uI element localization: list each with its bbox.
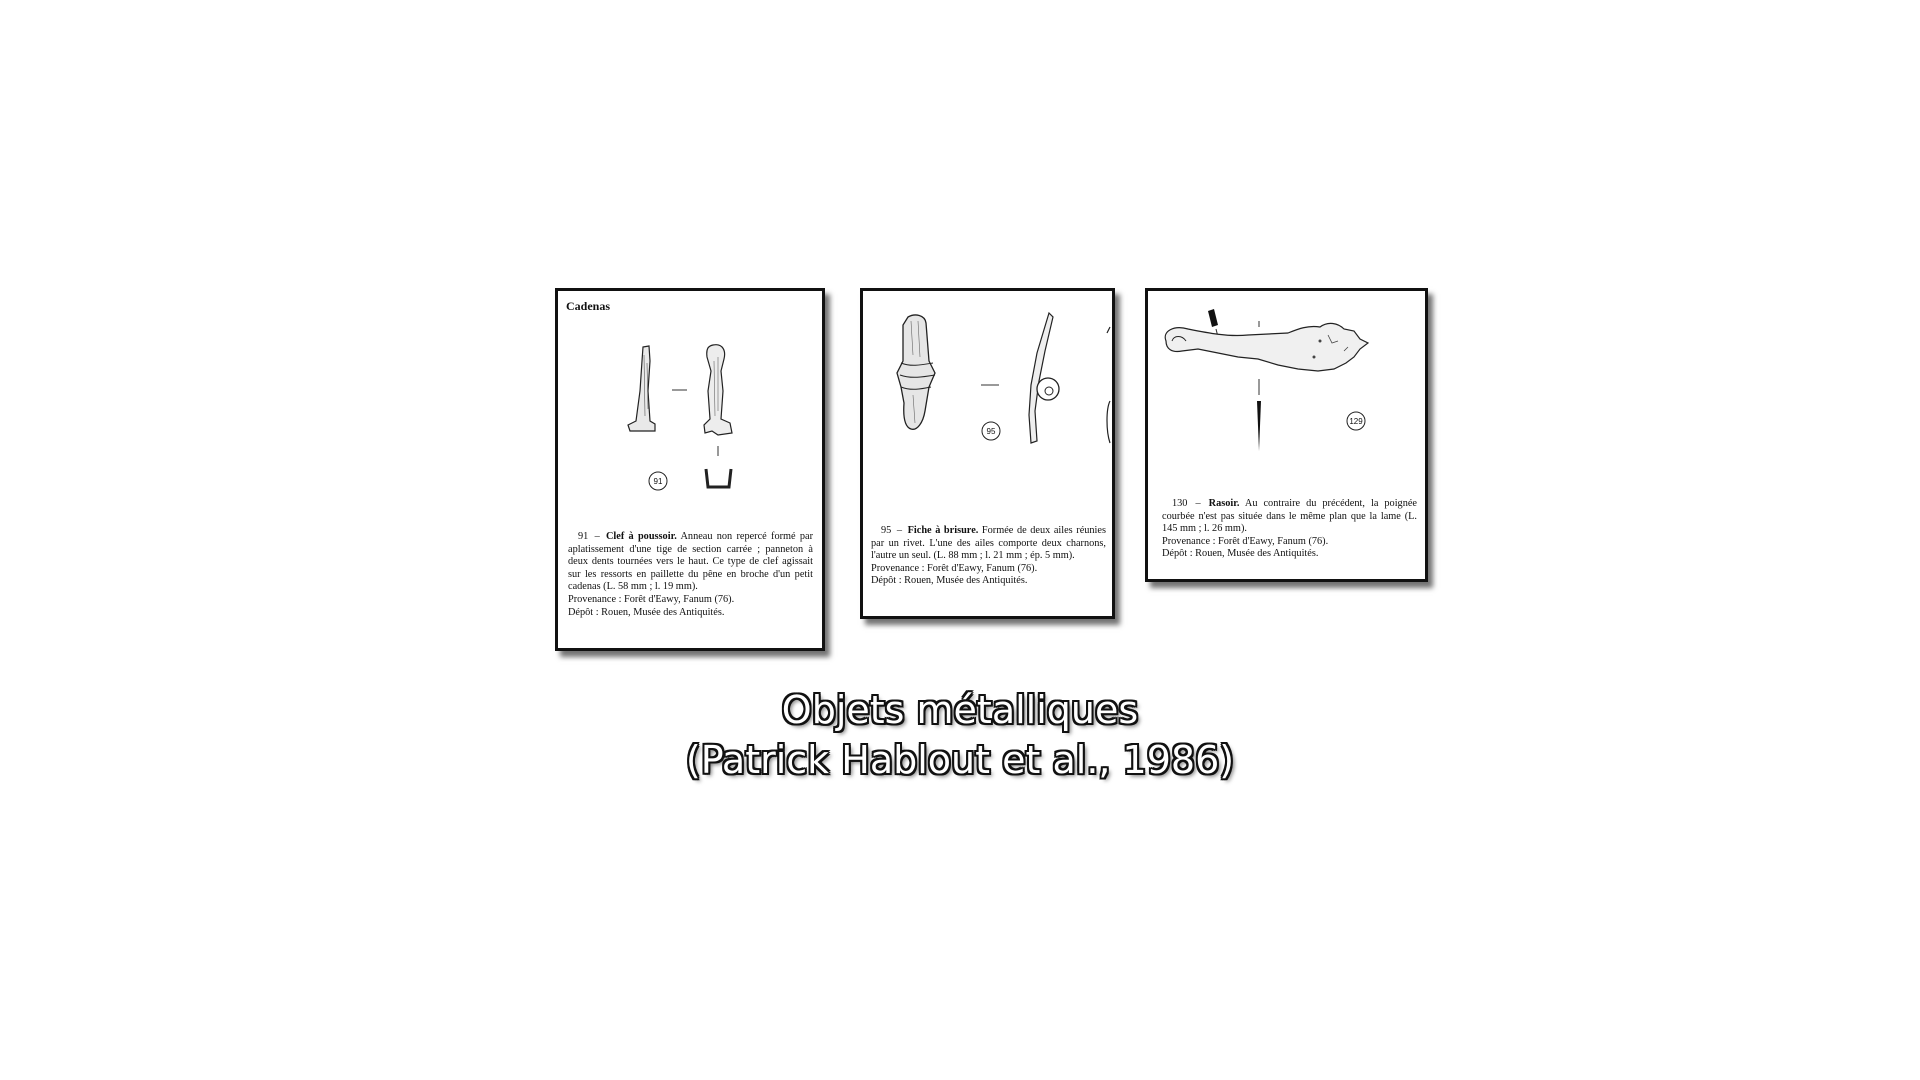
- key-drawing-icon: [558, 291, 822, 486]
- entry-depot: Dépôt : Rouen, Musée des Antiquités.: [568, 606, 725, 618]
- entry-dash: –: [896, 525, 903, 536]
- figure-badge: 129: [1349, 417, 1363, 426]
- entry-description: Au contraire du précédent, la poignée courbée n'est pas située dans le même plan que la lame (L. 145 mm ; l. 26 mm).: [1162, 498, 1417, 535]
- title-line-1: Objets métalliques: [781, 688, 1139, 732]
- entry-dash: –: [1195, 498, 1201, 509]
- entry-depot: Dépôt : Rouen, Musée des Antiquités.: [871, 575, 1028, 587]
- section-heading: Cadenas: [566, 299, 611, 313]
- entry-name: Rasoir.: [1208, 498, 1240, 509]
- figure-badge: 91: [653, 477, 663, 486]
- entry-name: Clef à poussoir.: [605, 531, 677, 542]
- entry-number: 130: [1172, 498, 1188, 509]
- entry-description: Anneau non repercé formé par aplatissement d'une tige de section carrée ; panneton à deux dents tournées vers le haut. Ce type de clef agissait sur les ressorts en paillette du pêne en broche d'un petit cadenas (L. 58 mm ; l. 19 mm).: [568, 531, 814, 593]
- slide-title: [0, 685, 1920, 785]
- entry-number: 91: [578, 531, 589, 542]
- catalog-caption: [568, 531, 813, 619]
- entry-number: 95: [881, 525, 892, 536]
- entry-name: Fiche à brisure.: [907, 525, 979, 536]
- title-line-2: (Patrick Hablout et al., 1986): [685, 738, 1235, 782]
- catalog-card-91: [555, 288, 825, 651]
- catalog-caption: [871, 525, 1106, 588]
- catalog-caption: [1162, 498, 1417, 561]
- entry-description: Formée de deux ailes réunies par un rivet. L'une des ailes comporte deux charnons, l'autre un seul. (L. 88 mm ; l. 21 mm ; ép. 5 mm).: [871, 525, 1106, 562]
- catalog-card-95: [860, 288, 1115, 619]
- entry-depot: Dépôt : Rouen, Musée des Antiquités.: [1162, 548, 1319, 560]
- razor-drawing-icon: [1148, 291, 1425, 461]
- entry-provenance: Provenance : Forêt d'Eawy, Fanum (76).: [1162, 535, 1329, 547]
- figure-badge: 95: [986, 427, 996, 436]
- entry-provenance: Provenance : Forêt d'Eawy, Fanum (76).: [568, 593, 735, 605]
- entry-provenance: Provenance : Forêt d'Eawy, Fanum (76).: [871, 562, 1038, 574]
- entry-dash: –: [594, 531, 600, 542]
- catalog-card-130: [1145, 288, 1428, 582]
- hinge-drawing-icon: [863, 291, 1112, 471]
